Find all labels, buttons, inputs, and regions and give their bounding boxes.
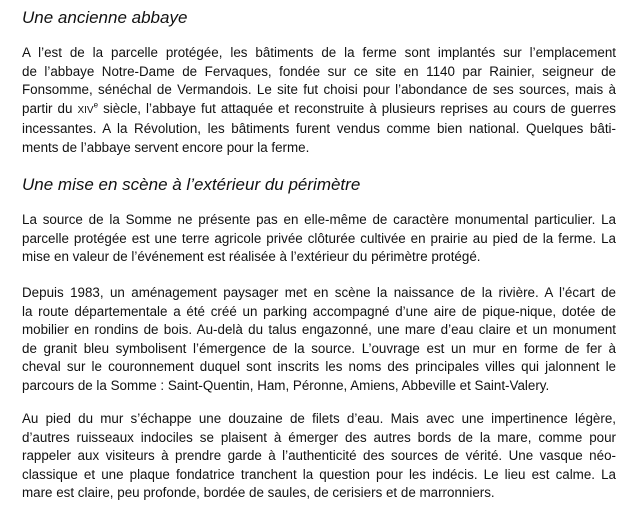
- paragraph-mur: [22, 410, 616, 503]
- text-line: partir du XIVe siècle, l’abbaye fut attaquée et reconstruite à plusieurs reprises au cours de guerres: [22, 100, 616, 116]
- text-line: Depuis 1983, un aménagement paysager met en scène la naissance de la rivière. A l’écart de: [22, 285, 616, 300]
- text-line: rappeler aux visiteurs à prendre garde à l’authenticité des sources de vérité. Une vasque néo-: [22, 448, 616, 464]
- text-line: Fonsomme, sénéchal de Vermandois. Le site fut choisi pour l’abondance de ses sources, mais à: [22, 82, 616, 98]
- text-line: classique et une plaque fondatrice tranchent la question pour les indécis. Le lieu est calme. La: [22, 466, 616, 482]
- text-line: mobilier en rondins de bois. Au-delà du talus engazonné, une mare d’eau claire et un monument: [22, 322, 616, 338]
- text-line: incessantes. A la Révolution, les bâtiments furent vendus comme bien national. Quelques bâti-: [22, 121, 616, 137]
- text-line: parcours de la Somme : Saint-Quentin, Ham, Péronne, Amiens, Abbeville et Saint-Valery.: [22, 377, 550, 393]
- text-line: cheval sur le couronnement duquel sont inscrits les noms des principales villes qui jalonnent le: [22, 359, 616, 375]
- text-line: d’autres ruisseaux indociles se plaisent à émerger des autres bords de la mare, comme pour: [22, 429, 616, 445]
- text-line: ments de l’abbaye servent encore pour la ferme.: [22, 139, 310, 155]
- text-line: parcelle protégée est une terre agricole privée clôturée cultivée en prairie au pied de la ferme. La: [22, 230, 616, 246]
- section-heading-mise-en-scene: Une mise en scène à l’extérieur du périmètre: [22, 175, 361, 194]
- section-heading-abbaye: Une ancienne abbaye: [22, 8, 188, 27]
- text-line: la route départementale a été créé un parking accompagné d’une aire de pique-nique, dotée de: [22, 303, 616, 319]
- text-line: de l’abbaye Notre-Dame de Fervaques, fondée sur ce site en 1140 par Rainier, seigneur de: [22, 63, 616, 79]
- text-line: mare est claire, peu profonde, bordée de saules, de cerisiers et de marronniers.: [22, 485, 495, 501]
- paragraph-amenagement: [22, 284, 616, 396]
- text-line: de granit bleu symbolisent l’émergence de la source. L’ouvrage est un mur en forme de fer à: [22, 340, 616, 356]
- paragraph-abbaye: [22, 44, 616, 158]
- text-line: A l’est de la parcelle protégée, les bâtiments de la ferme sont implantés sur l’emplacement: [22, 45, 616, 60]
- text-line: La source de la Somme ne présente pas en elle-même de caractère monumental particulier. La: [22, 212, 616, 227]
- paragraph-source: [22, 211, 616, 267]
- text-line: mise en valeur de l’événement est réalisée à l’extérieur du périmètre protégé.: [22, 249, 481, 265]
- text-line: Au pied du mur s’échappe une douzaine de filets d’eau. Mais avec une impertinence légère,: [22, 411, 616, 426]
